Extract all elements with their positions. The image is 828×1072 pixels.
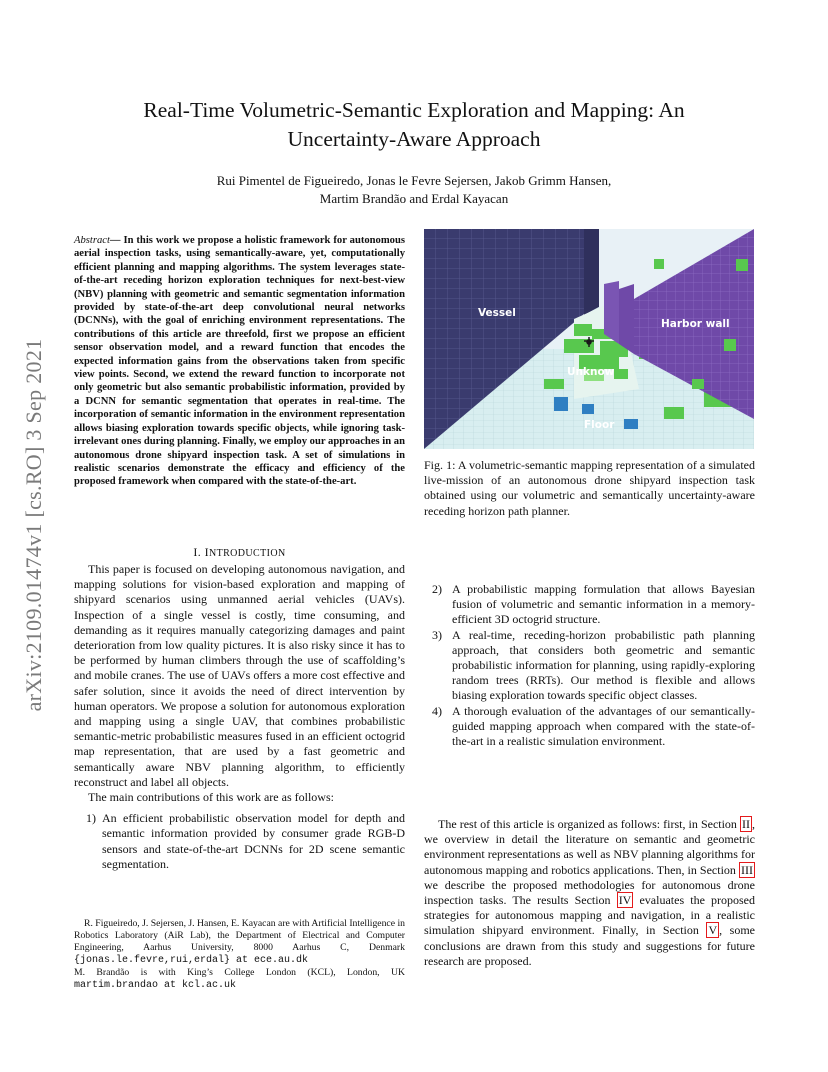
organization-text-d: evaluates the proposed strategies for autonomous mapping and navigation, in a realistic simulation shipyard environment. Finally, in Section [424,893,756,938]
authors-line-2: Martim Brandão and Erdal Kayacan [319,191,509,206]
authors-line-1: Rui Pimentel de Figueiredo, Jonas le Fevre Sejersen, Jakob Grimm Hansen, [216,173,612,188]
organization-text-e: , some conclusions are drawn from this study and suggestions for future research are proposed. [424,923,755,968]
arxiv-identifier-text: arXiv:2109.01474v1 [cs.RO] 3 Sep 2021 [21,338,46,712]
figure-1-mapping-render [424,229,754,449]
footnote-affiliation-1: R. Figueiredo, J. Sejersen, J. Hansen, E. Kayacan are with Artificial Intelligence in Robotics Laboratory (AiR Lab), the Department of Electrical and Computer Engineering, Aarhus University, 8000 Aarhus C, Denmark [74,918,405,953]
contributions-list [424,582,755,749]
contribution-item-3 [424,628,755,704]
fig-label-floor: Floor [584,419,615,431]
contribution-number-4: 4) [432,703,442,718]
section-ref-ii-link[interactable]: II [742,817,750,831]
section-heading-introduction [74,545,405,560]
title-line-1: Real-Time Volumetric-Semantic Exploration and Mapping: An [143,98,685,122]
contribution-text-3: A real-time, receding-horizon probabilistic path planning approach, that considers both geometric and semantic probabilistic information for planning, using rapidly-exploring random trees (RRTs). Our method is flexible and allows biasing exploration towards specific object classes. [452,627,755,703]
footnote-affiliation-2: M. Brandão is with King’s College London (KCL), London, UK [74,967,405,978]
organization-text-a: The rest of this article is organized as follows: first, in Section [438,817,740,831]
abstract-text: — In this work we propose a holistic framework for autonomous aerial inspection tasks, using semantically-aware, yet, computationally efficient planning and mapping algorithms. The system leverages state-of-the-art receding horizon exploration techniques for next-best-view (NBV) planning with geometric and semantic segmentation information provided by state-of-the-art deep convolutional neural networks (DCNNs), with the goal of enriching environment representations. The contributions of this article are threefold, first we propose an efficient sensor observation model, and a reward function that encodes the expected information gains from the observations taken from specific view points. Second, we extend the reward function to incorporate not only geometric but also semantic probabilistic information, provided by a DCNN for semantic segmentation that operates in real-time. The incorporation of semantic information in the environment representation allows biasing exploration towards specific objects, while ignoring task-irrelevant ones during planning. Finally, we employ our approaches in an autonomous drone shipyard inspection task. A set of simulations in realistic scenarios demonstrate the efficacy and efficiency of the proposed framework when compared with the state-of-the-art. [74,235,405,488]
section-number: I. [193,545,202,559]
intro-paragraph-2: The main contributions of this work are as follows: [88,790,334,805]
section-ref-v-link[interactable]: V [708,923,718,938]
organization-text [424,817,755,969]
paper-organization-paragraph [424,817,755,969]
contribution-text-2: A probabilistic mapping formulation that allows Bayesian fusion of volumetric and semantic information in a memory-efficient 3D octogrid structure. [452,582,755,627]
fig-label-harbor-wall: Harbor wall [661,318,730,330]
title-line-2: Uncertainty-Aware Approach [287,127,541,151]
fig-label-vessel: Vessel [478,307,516,319]
section-title-rest: NTRODUCTION [208,548,286,559]
section-title-initial: I [204,545,209,559]
contribution-item-1 [74,811,405,872]
contribution-number-2: 2) [432,582,442,596]
author-affiliation-footnote [74,918,405,992]
contribution-number-1: 1) [86,811,96,826]
arxiv-identifier [17,290,51,760]
author-list [74,172,754,208]
contribution-item-4 [424,704,755,750]
contribution-number-3: 3) [432,627,442,642]
abstract-lead: Abstract [74,235,110,246]
contribution-text-1: An efficient probabilistic observation model for depth and semantic information provided by consumer grade RGB-D sensors and state-of-the-art DCNNs for 2D scene semantic segmentation. [102,811,405,871]
section-ref-iii-link[interactable]: III [741,862,753,877]
organization-text-b: , we overview in detail the literature on semantic and geometric environment representations as well as NBV planning algorithms for autonomous mapping and robotics applications. Then, in Section [424,817,755,877]
fig-label-unknown: Unknow [567,366,615,378]
contribution-item-2 [424,582,755,628]
figure-1-caption: Fig. 1: A volumetric-semantic mapping representation of a simulated live-mission of an autonomous drone shipyard inspection task obtained using our volumetric and semantically uncertainty-aware receding horizon path planner. [424,458,755,518]
footnote-emails-1: {jonas.le.fevre,rui,erdal} at ece.au.dk [74,955,309,966]
intro-paragraph-1: This paper is focused on developing autonomous navigation, and mapping solutions for vision-based exploration and mapping of shipyard scenarios using unmanned aerial vehicles (UAVs). Inspection of a single vessel is costly, time consuming, and demanding as it requires manually categorizing damages and paint deterioration from low quality pictures. It is also risky since it has to be performed by human climbers through the use of scaffolding’s and mobile cranes. The use of UAVs offers a more cost effective and safer solution, since it avoids the need of direct intervention by human operators. We propose a solution for autonomous exploration and mapping using a single UAV, that combines probabilistic semantic-metric probabilistic measures fused in an efficient octogrid map representation, that are used by a fast geometric and semantically aware NBV planning algorithm, to efficiently reconstruct and label all objects. [74,562,405,789]
footnote-email-2: martim.brandao at kcl.ac.uk [74,980,237,991]
mapping-render-image [424,229,754,449]
footnote-paragraph-1 [74,918,405,967]
contributions-list-part-2 [424,582,755,749]
organization-text-c: we describe the proposed methodologies for autonomous drone inspection tasks. The results Section [424,877,755,908]
footnote-paragraph-2 [74,967,405,992]
contributions-list-part-1 [74,811,405,872]
paper-title [74,96,754,154]
abstract [74,234,405,489]
contribution-text-4: A thorough evaluation of the advantages of our semantically-guided mapping approach when compared with the state-of-the-art in a realistic simulation environment. [452,703,755,749]
introduction-body [74,562,405,872]
section-ref-iv-link[interactable]: IV [618,893,632,908]
